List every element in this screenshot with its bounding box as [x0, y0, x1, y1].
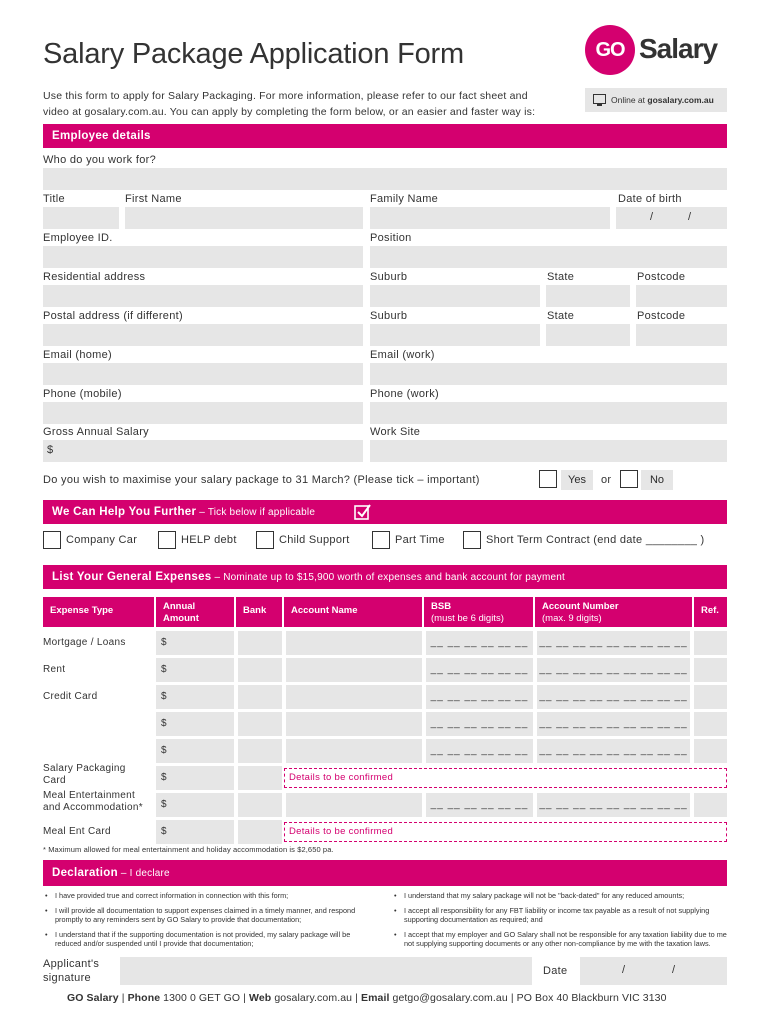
help-header	[43, 500, 727, 524]
intro-text	[43, 88, 583, 120]
family-name-label: Family Name	[370, 193, 439, 205]
expense-type-line-1: Meal Ent Card	[43, 826, 111, 837]
account-name-input[interactable]	[286, 631, 422, 655]
annual-amount-input[interactable]	[156, 631, 234, 655]
postal-suburb-input[interactable]	[370, 324, 540, 346]
yes-label: Yes	[561, 470, 593, 490]
currency-symbol: $	[161, 772, 167, 783]
expense-type-line-1: Credit Card	[43, 691, 98, 702]
col-annual-line-1: Annual	[163, 601, 196, 612]
expense-type-line-1: Rent	[43, 664, 66, 675]
expense-type-label	[43, 691, 97, 703]
account-number-input[interactable]: __ __ __ __ __ __ __ __ __	[537, 712, 690, 736]
declaration-item: • I accept all responsibility for any FBT liability or income tax payable as a result of not supplying supporting documentation as required; and	[392, 906, 727, 925]
maximise-question: Do you wish to maximise your salary package to 31 March? (Please tick – important)	[43, 474, 480, 486]
footer-sep: |	[243, 992, 250, 1004]
bsb-input[interactable]: __ __ __ __ __ __	[426, 685, 533, 709]
intro-line-2: video at gosalary.com.au. You can apply by completing the form below, or an easier and faster way is:	[43, 106, 536, 118]
postcode-input[interactable]	[636, 285, 727, 307]
ref-input[interactable]	[694, 658, 727, 682]
expense-type-label	[43, 637, 126, 649]
or-label: or	[601, 474, 612, 486]
col-bank: Bank	[236, 597, 282, 627]
col-account-number-note: (max. 9 digits)	[542, 613, 602, 624]
footer-email[interactable]: getgo@gosalary.com.au	[389, 992, 511, 1004]
first-name-input[interactable]	[125, 207, 363, 229]
postal-state-input[interactable]	[546, 324, 630, 346]
residential-input[interactable]	[43, 285, 363, 307]
annual-amount-input[interactable]	[156, 712, 234, 736]
expense-type-label	[43, 664, 65, 676]
footer-web-label: Web	[249, 992, 272, 1004]
gosalary-logo	[585, 25, 730, 77]
postal-postcode-label: Postcode	[637, 310, 686, 322]
postal-input[interactable]	[43, 324, 363, 346]
expenses-footnote: * Maximum allowed for meal entertainment and holiday accommodation is $2,650 pa.	[43, 845, 334, 854]
maximise-yes-checkbox[interactable]	[539, 470, 557, 488]
account-number-input[interactable]: __ __ __ __ __ __ __ __ __	[537, 631, 690, 655]
details-to-be-confirmed: Details to be confirmed	[284, 768, 727, 788]
phone-work-input[interactable]	[370, 402, 727, 424]
declaration-item: • I will provide all documentation to support expenses claimed in a timely manner, and respond promptly to any reminders sent by GO Salary to provide that documentation;	[43, 906, 373, 925]
suburb-input[interactable]	[370, 285, 540, 307]
email-work-label: Email (work)	[370, 349, 435, 361]
logo-circle: GO	[585, 25, 635, 75]
col-bsb-title: BSB	[431, 601, 452, 612]
child-support-label: Child Support	[279, 534, 350, 546]
bank-input[interactable]	[238, 658, 282, 682]
account-number-input[interactable]: __ __ __ __ __ __ __ __ __	[537, 739, 690, 763]
annual-amount-input[interactable]	[156, 658, 234, 682]
declaration-item: • I have provided true and correct information in connection with this form;	[43, 891, 373, 901]
expense-type-label	[43, 790, 143, 814]
declaration-subtitle: – I declare	[117, 868, 170, 879]
bsb-input[interactable]: __ __ __ __ __ __	[426, 631, 533, 655]
gross-salary-label: Gross Annual Salary	[43, 426, 149, 438]
col-account-name: Account Name	[284, 597, 422, 627]
bsb-input[interactable]: __ __ __ __ __ __	[426, 793, 533, 817]
col-annual-amount	[156, 597, 234, 627]
declaration-title: Declaration	[52, 867, 118, 879]
ref-input[interactable]	[694, 685, 727, 709]
maximise-no-checkbox[interactable]	[620, 470, 638, 488]
postcode-label: Postcode	[637, 271, 686, 283]
child-support-checkbox[interactable]	[256, 531, 274, 549]
employee-id-label: Employee ID.	[43, 232, 113, 244]
account-number-input[interactable]: __ __ __ __ __ __ __ __ __	[537, 685, 690, 709]
page-title: Salary Package Application Form	[43, 38, 464, 70]
bank-input[interactable]	[238, 820, 282, 844]
footer-email-label: Email	[360, 992, 390, 1004]
ref-input[interactable]	[694, 712, 727, 736]
footer-po-box: PO Box 40 Blackburn VIC 3130	[516, 992, 667, 1004]
expenses-header	[43, 565, 727, 589]
annual-amount-input[interactable]	[156, 766, 234, 790]
account-name-input[interactable]	[286, 739, 422, 763]
currency-symbol: $	[161, 718, 167, 729]
expenses-subtitle: – Nominate up to $15,900 worth of expenses and bank account for payment	[211, 572, 566, 583]
col-ref: Ref.	[694, 597, 727, 627]
footer-sep: |	[355, 992, 361, 1004]
expenses-title: List Your General Expenses	[52, 571, 212, 583]
account-number-input[interactable]: __ __ __ __ __ __ __ __ __	[537, 658, 690, 682]
online-link[interactable]	[585, 88, 727, 112]
currency-symbol: $	[161, 745, 167, 756]
declaration-right-list	[392, 891, 727, 954]
footer-web[interactable]: gosalary.com.au	[271, 992, 356, 1004]
col-annual-line-2: Amount	[163, 613, 199, 624]
employee-details-title: Employee details	[52, 130, 151, 142]
annual-amount-input[interactable]	[156, 793, 234, 817]
online-prefix: Online at	[611, 95, 648, 105]
account-name-input[interactable]	[286, 685, 422, 709]
email-home-label: Email (home)	[43, 349, 113, 361]
intro-line-1: Use this form to apply for Salary Packaging. For more information, please refer to our fact sheet and	[43, 90, 528, 102]
footer-brand: GO Salary	[67, 992, 119, 1004]
bank-input[interactable]	[238, 712, 282, 736]
dob-sep-2: /	[688, 211, 692, 223]
col-bsb-note: (must be 6 digits)	[431, 613, 504, 624]
currency-symbol: $	[161, 637, 167, 648]
bank-input[interactable]	[238, 685, 282, 709]
expense-type-line-1: Meal Entertainment	[43, 790, 136, 801]
part-time-checkbox[interactable]	[372, 531, 390, 549]
bank-input[interactable]	[238, 766, 282, 790]
footer-sep: |	[118, 992, 128, 1004]
bsb-input[interactable]: __ __ __ __ __ __	[426, 739, 533, 763]
who-label: Who do you work for?	[43, 154, 156, 166]
currency-symbol: $	[161, 826, 167, 837]
account-name-input[interactable]	[286, 658, 422, 682]
declaration-left-list	[43, 891, 373, 954]
work-site-input[interactable]	[370, 440, 727, 462]
state-label: State	[547, 271, 575, 283]
monitor-icon	[593, 94, 606, 104]
account-number-input[interactable]: __ __ __ __ __ __ __ __ __	[537, 793, 690, 817]
title-input[interactable]	[43, 207, 119, 229]
work-site-label: Work Site	[370, 426, 421, 438]
declaration-item: • I accept that my employer and GO Salary shall not be responsible for any taxation liability due to me not supplying supporting documents or any other non-compliance by me with the taxation laws.	[392, 930, 727, 949]
col-account-number-title: Account Number	[542, 601, 619, 612]
col-bsb	[424, 597, 533, 627]
checkbox-tick-icon	[353, 502, 373, 522]
postal-label: Postal address (if different)	[43, 310, 183, 322]
account-name-input[interactable]	[286, 793, 422, 817]
gross-currency: $	[47, 444, 54, 456]
online-site: gosalary.com.au	[647, 95, 714, 105]
company-car-checkbox[interactable]	[43, 531, 61, 549]
signature-input[interactable]	[120, 957, 532, 985]
help-debt-checkbox[interactable]	[158, 531, 176, 549]
first-name-label: First Name	[125, 193, 182, 205]
signature-label-line-1: Applicant's	[43, 958, 100, 970]
company-car-label: Company Car	[66, 534, 138, 546]
title-label: Title	[43, 193, 65, 205]
currency-symbol: $	[161, 664, 167, 675]
help-title: We Can Help You Further	[52, 506, 197, 518]
residential-label: Residential address	[43, 271, 146, 283]
date-label: Date	[543, 965, 568, 977]
postal-postcode-input[interactable]	[636, 324, 727, 346]
footer	[67, 992, 667, 1004]
help-subtitle: – Tick below if applicable	[196, 507, 316, 518]
ref-input[interactable]	[694, 793, 727, 817]
state-input[interactable]	[546, 285, 630, 307]
declaration-item: • I understand that my salary package will not be "back-dated" for any reduced amounts;	[392, 891, 727, 901]
position-label: Position	[370, 232, 412, 244]
declaration-item: • I understand that if the supporting documentation is not provided, my salary package will be reduced and/or suspended until I provide that documentation;	[43, 930, 373, 949]
signature-label	[43, 957, 99, 985]
currency-symbol: $	[161, 691, 167, 702]
gross-salary-input[interactable]	[43, 440, 363, 462]
date-input[interactable]	[580, 957, 727, 985]
details-to-be-confirmed: Details to be confirmed	[284, 822, 727, 842]
expense-type-line-2: Card	[43, 775, 66, 786]
ref-input[interactable]	[694, 631, 727, 655]
bsb-input[interactable]: __ __ __ __ __ __	[426, 658, 533, 682]
part-time-label: Part Time	[395, 534, 445, 546]
expense-type-line-2: and Accommodation*	[43, 802, 143, 813]
email-home-input[interactable]	[43, 363, 363, 385]
bsb-input[interactable]: __ __ __ __ __ __	[426, 712, 533, 736]
employee-details-header	[43, 124, 727, 148]
footer-phone: 1300 0 GET GO	[160, 992, 244, 1004]
date-sep-1: /	[622, 964, 626, 976]
declaration-header	[43, 860, 727, 886]
bank-input[interactable]	[238, 631, 282, 655]
phone-work-label: Phone (work)	[370, 388, 440, 400]
phone-mobile-label: Phone (mobile)	[43, 388, 122, 400]
employer-input[interactable]	[43, 168, 727, 190]
help-debt-label: HELP debt	[181, 534, 237, 546]
bank-input[interactable]	[238, 739, 282, 763]
postal-suburb-label: Suburb	[370, 310, 408, 322]
col-expense-type: Expense Type	[43, 597, 154, 627]
email-work-input[interactable]	[370, 363, 727, 385]
expense-type-label	[43, 826, 111, 838]
dob-input[interactable]	[616, 207, 727, 229]
bank-input[interactable]	[238, 793, 282, 817]
expense-type-label	[43, 763, 126, 787]
currency-symbol: $	[161, 799, 167, 810]
expense-type-line-1: Mortgage / Loans	[43, 637, 126, 648]
short-term-contract-checkbox[interactable]	[463, 531, 481, 549]
dob-sep-1: /	[650, 211, 654, 223]
no-label: No	[641, 470, 673, 490]
short-term-contract-label: Short Term Contract (end date ________ )	[486, 534, 705, 546]
annual-amount-input[interactable]	[156, 685, 234, 709]
position-input[interactable]	[370, 246, 727, 268]
logo-word: Salary	[639, 33, 718, 64]
employee-id-input[interactable]	[43, 246, 363, 268]
date-sep-2: /	[672, 964, 676, 976]
suburb-label: Suburb	[370, 271, 408, 283]
annual-amount-input[interactable]	[156, 739, 234, 763]
col-account-number	[535, 597, 692, 627]
footer-sep: |	[510, 992, 517, 1004]
footer-phone-label: Phone	[127, 992, 161, 1004]
family-name-input[interactable]	[370, 207, 610, 229]
phone-mobile-input[interactable]	[43, 402, 363, 424]
postal-state-label: State	[547, 310, 575, 322]
annual-amount-input[interactable]	[156, 820, 234, 844]
signature-label-line-2: signature	[43, 972, 91, 984]
expense-type-line-1: Salary Packaging	[43, 763, 126, 774]
account-name-input[interactable]	[286, 712, 422, 736]
dob-label: Date of birth	[618, 193, 682, 205]
ref-input[interactable]	[694, 739, 727, 763]
